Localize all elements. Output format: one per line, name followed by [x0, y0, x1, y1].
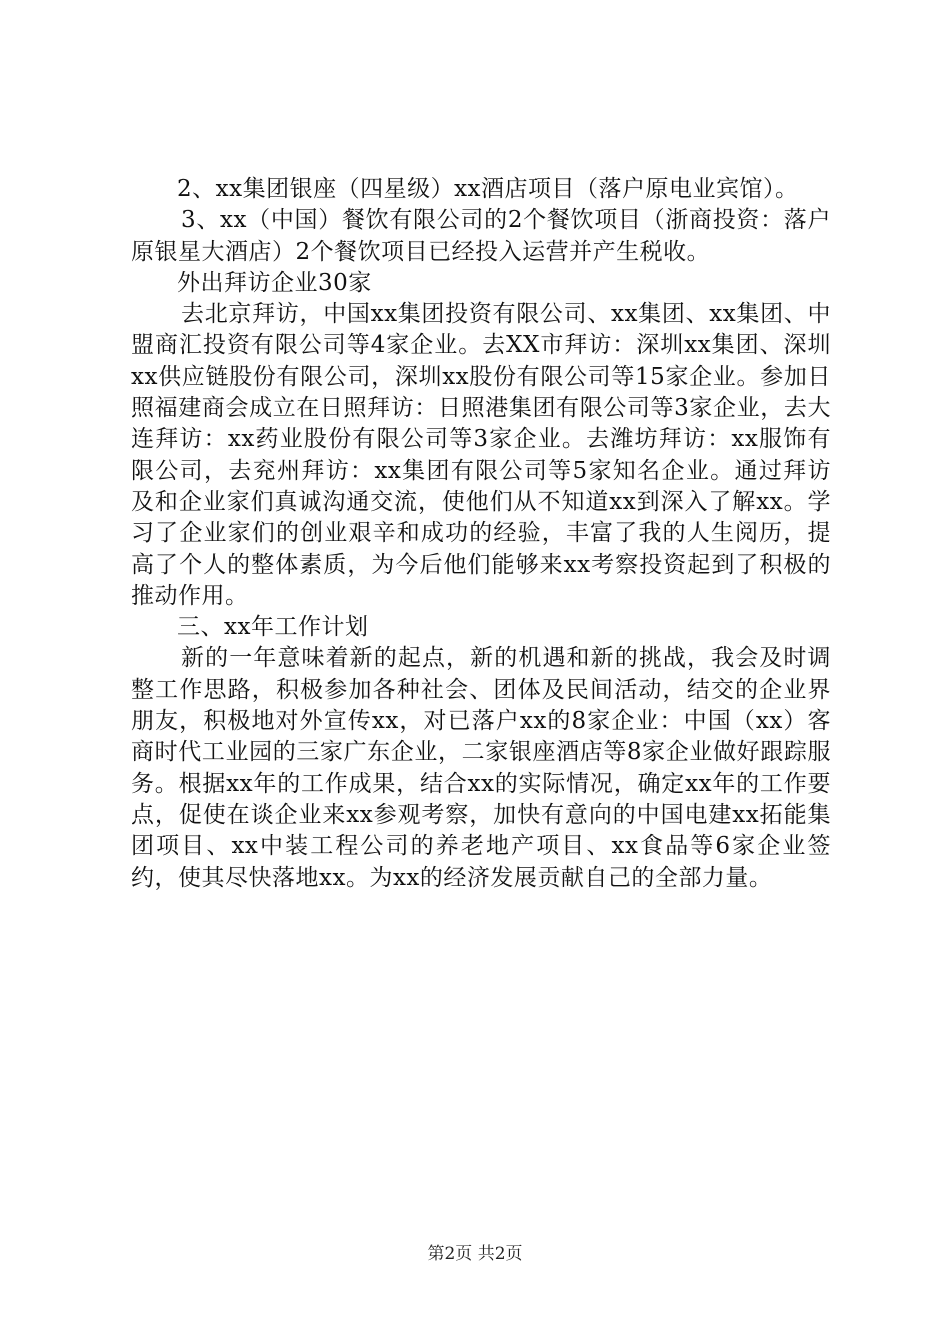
paragraph-project-3: 3、xx（中国）餐饮有限公司的2个餐饮项目（浙商投资：落户原银星大酒店）2个餐饮项目已经投入运营并产生税收。 [131, 207, 831, 265]
paragraph-visits: 去北京拜访，中国xx集团投资有限公司、xx集团、xx集团、中盟商汇投资有限公司等4家企业。去XX市拜访：深圳xx集团、深圳xx供应链股份有限公司，深圳xx股份有限公司等15家企业。参加日照福建商会成立在日照拜访：日照港集团有限公司等3家企业，去大连拜访：xx药业股份有限公司等3家企业。去潍坊拜访：xx服饰有限公司，去兖州拜访：xx集团有限公司等5家知名企业。通过拜访及和企业家们真诚沟通交流，使他们从不知道xx到深入了解xx。学习了企业家们的创业艰辛和成功的经验，丰富了我的人生阅历，提高了个人的整体素质，为今后他们能够来xx考察投资起到了积极的推动作用。 [131, 301, 831, 609]
document-body [131, 174, 831, 894]
page-number: 第2页 共2页 [427, 1244, 523, 1264]
heading-visits: 外出拜访企业30家 [177, 269, 372, 296]
paragraph-work-plan: 新的一年意味着新的起点，新的机遇和新的挑战，我会及时调整工作思路，积极参加各种社会、团体及民间活动，结交的企业界朋友，积极地对外宣传xx，对已落户xx的8家企业：中国（xx）客商时代工业园的三家广东企业，二家银座酒店等8家企业做好跟踪服务。根据xx年的工作成果，结合xx的实际情况，确定xx年的工作要点，促使在谈企业来xx参观考察，加快有意向的中国电建xx拓能集团项目、xx中装工程公司的养老地产项目、xx食品等6家企业签约，使其尽快落地xx。为xx的经济发展贡献自己的全部力量。 [131, 645, 831, 891]
heading-work-plan: 三、xx年工作计划 [177, 614, 369, 641]
paragraph-project-2: 2、xx集团银座（四星级）xx酒店项目（落户原电业宾馆）。 [177, 176, 799, 202]
